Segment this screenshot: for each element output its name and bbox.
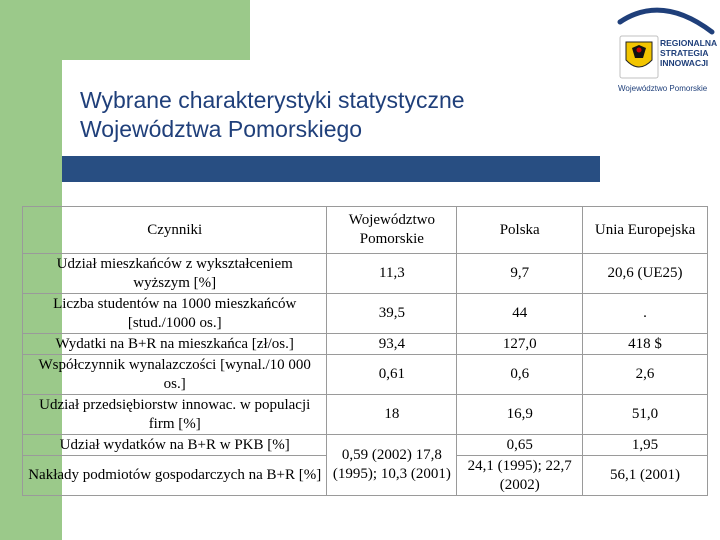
factor-cell: Nakłady podmiotów gospodarczych na B+R [%] (23, 456, 327, 496)
slide-title (80, 86, 600, 144)
ue-cell: 51,0 (583, 395, 708, 435)
table-row (23, 254, 708, 294)
factor-cell: Wydatki na B+R na mieszkańca [zł/os.] (23, 334, 327, 355)
table-row (23, 395, 708, 435)
table-row (23, 435, 708, 456)
polska-cell: 9,7 (457, 254, 583, 294)
ue-cell: 2,6 (583, 355, 708, 395)
table-row (23, 334, 708, 355)
title-underline-bar (62, 156, 600, 182)
pomorskie-cell: 0,61 (327, 355, 457, 395)
polska-cell: 24,1 (1995); 22,7 (2002) (457, 456, 583, 496)
factor-cell: Liczba studentów na 1000 mieszkańców [stud./1000 os.] (23, 294, 327, 334)
ue-cell: 1,95 (583, 435, 708, 456)
table-header-row (23, 207, 708, 254)
factor-cell: Udział przedsiębiorstw innowac. w populacji firm [%] (23, 395, 327, 435)
polska-cell: 16,9 (457, 395, 583, 435)
polska-cell: 127,0 (457, 334, 583, 355)
green-top-band (0, 0, 250, 60)
factor-cell: Udział mieszkańców z wykształceniem wyższym [%] (23, 254, 327, 294)
header-polska: Polska (457, 207, 583, 254)
polska-cell: 0,65 (457, 435, 583, 456)
table-row (23, 355, 708, 395)
logo-line-1: REGIONALNA (660, 38, 718, 48)
pomorskie-cell: 93,4 (327, 334, 457, 355)
ue-cell: 418 $ (583, 334, 708, 355)
pomorskie-cell: 18 (327, 395, 457, 435)
logo-subtitle: Województwo Pomorskie (618, 84, 708, 93)
ue-cell: 56,1 (2001) (583, 456, 708, 496)
pomorskie-cell: 39,5 (327, 294, 457, 334)
polska-cell: 0,6 (457, 355, 583, 395)
pomorskie-cell: 11,3 (327, 254, 457, 294)
table-row (23, 294, 708, 334)
polska-cell: 44 (457, 294, 583, 334)
factor-cell: Współczynnik wynalazczości [wynal./10 000 os.] (23, 355, 327, 395)
logo-line-2: STRATEGIA (660, 48, 709, 58)
header-ue: Unia Europejska (583, 207, 708, 254)
title-line-2: Województwa Pomorskiego (80, 116, 363, 142)
logo-line-3: INNOWACJI (660, 58, 709, 68)
title-line-1: Wybrane charakterystyki statystyczne (80, 87, 465, 113)
ue-cell: . (583, 294, 708, 334)
statistics-table (22, 206, 708, 496)
pomorskie-cell: 0,59 (2002) 17,8 (1995); 10,3 (2001) (327, 435, 457, 496)
factor-cell: Udział wydatków na B+R w PKB [%] (23, 435, 327, 456)
header-pomorskie: Województwo Pomorskie (327, 207, 457, 254)
logo-wordmark (660, 38, 720, 68)
header-factors: Czynniki (23, 207, 327, 254)
ue-cell: 20,6 (UE25) (583, 254, 708, 294)
